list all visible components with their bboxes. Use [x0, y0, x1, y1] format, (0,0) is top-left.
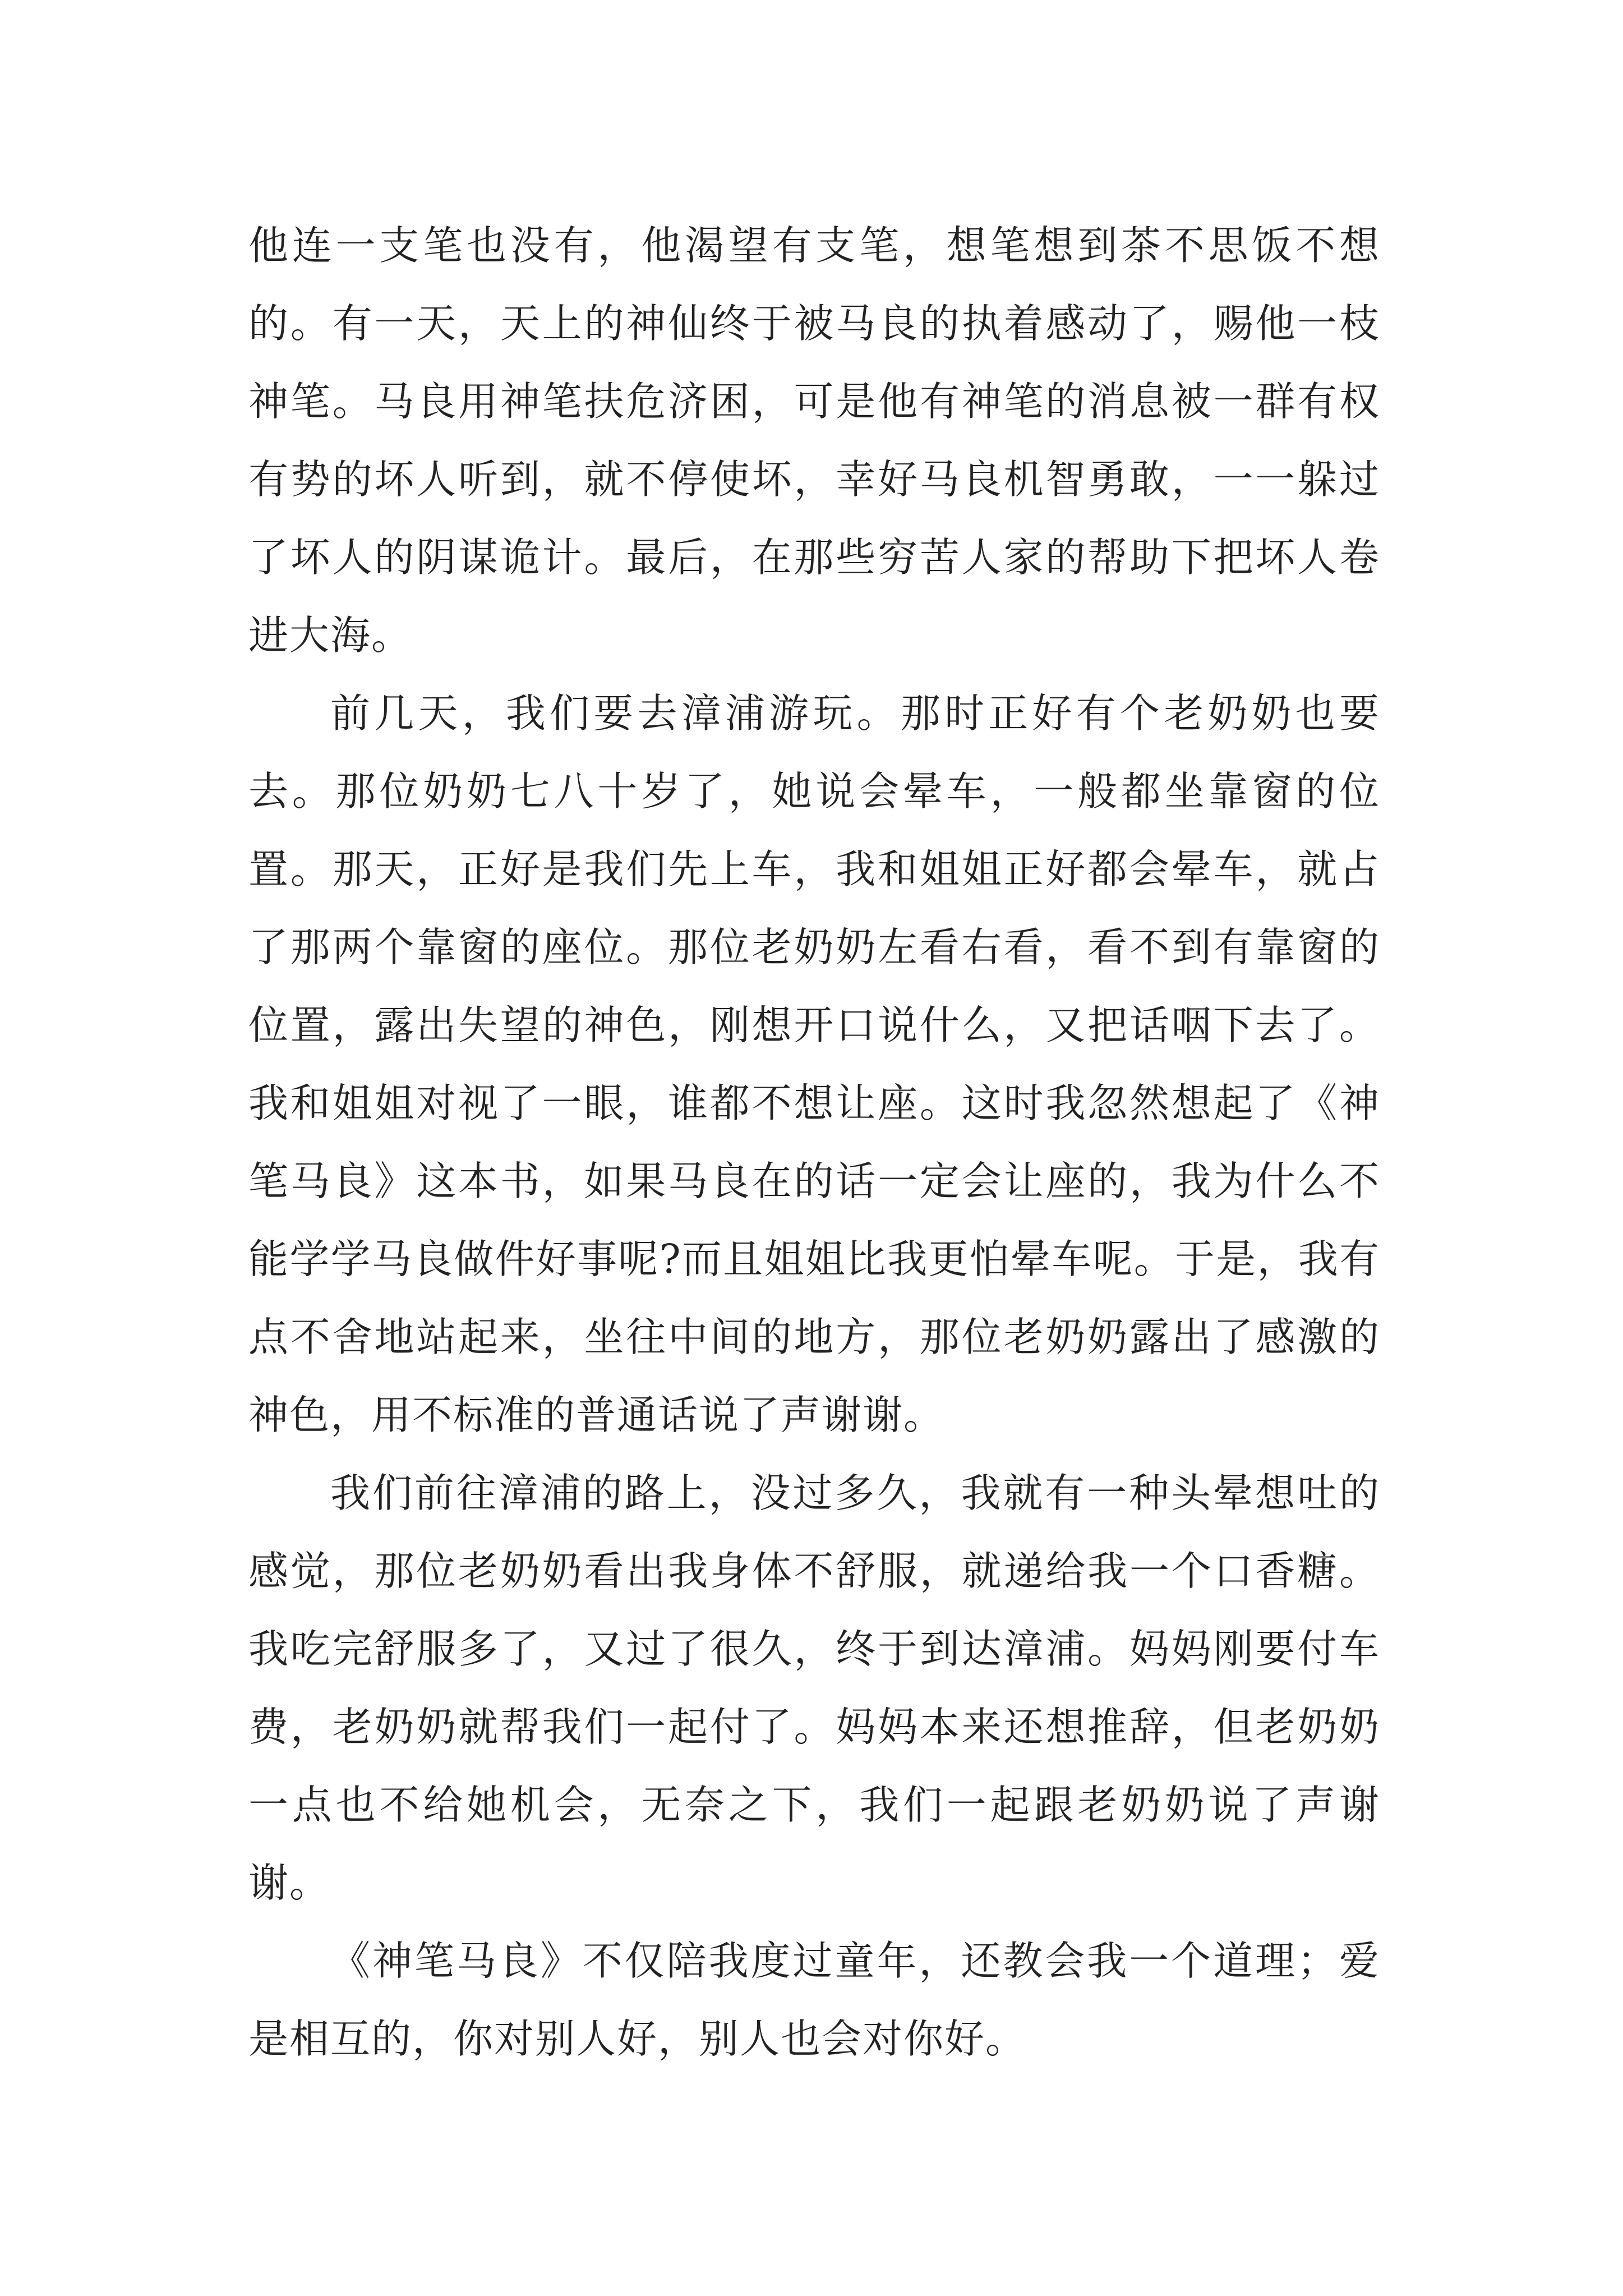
- paragraph-continuation: 他连一支笔也没有，他渴望有支笔，想笔想到茶不思饭不想的。有一天，天上的神仙终于被马良的执着感动了，赐他一枝神笔。马良用神笔扶危济困，可是他有神笔的消息被一群有权有势的坏人听到，就不停使坏，幸好马良机智勇敢，一一躲过了坏人的阴谋诡计。最后，在那些穷苦人家的帮助下把坏人卷进大海。: [248, 222, 1380, 659]
- paragraph-journey: 我们前往漳浦的路上，没过多久，我就有一种头晕想吐的感觉，那位老奶奶看出我身体不舒服，就递给我一个口香糖。我吃完舒服多了，又过了很久，终于到达漳浦。妈妈刚要付车费，老奶奶就帮我们一起付了。妈妈本来还想推辞，但老奶奶一点也不给她机会，无奈之下，我们一起跟老奶奶说了声谢谢。: [248, 1470, 1380, 1906]
- paragraph-conclusion: 《神笔马良》不仅陪我度过童年，还教会我一个道理；爱是相互的，你对别人好，别人也会对你好。: [248, 1938, 1380, 2062]
- article-body: [248, 206, 1380, 2078]
- paragraph-trip-story: 前几天，我们要去漳浦游玩。那时正好有个老奶奶也要去。那位奶奶七八十岁了，她说会晕车，一般都坐靠窗的位置。那天，正好是我们先上车，我和姐姐正好都会晕车，就占了那两个靠窗的座位。那位老奶奶左看右看，看不到有靠窗的位置，露出失望的神色，刚想开口说什么，又把话咽下去了。我和姐姐对视了一眼，谁都不想让座。这时我忽然想起了《神笔马良》这本书，如果马良在的话一定会让座的，我为什么不能学学马良做件好事呢?而且姐姐比我更怕晕车呢。于是，我有点不舍地站起来，坐往中间的地方，那位老奶奶露出了感激的神色，用不标准的普通话说了声谢谢。: [248, 690, 1380, 1438]
